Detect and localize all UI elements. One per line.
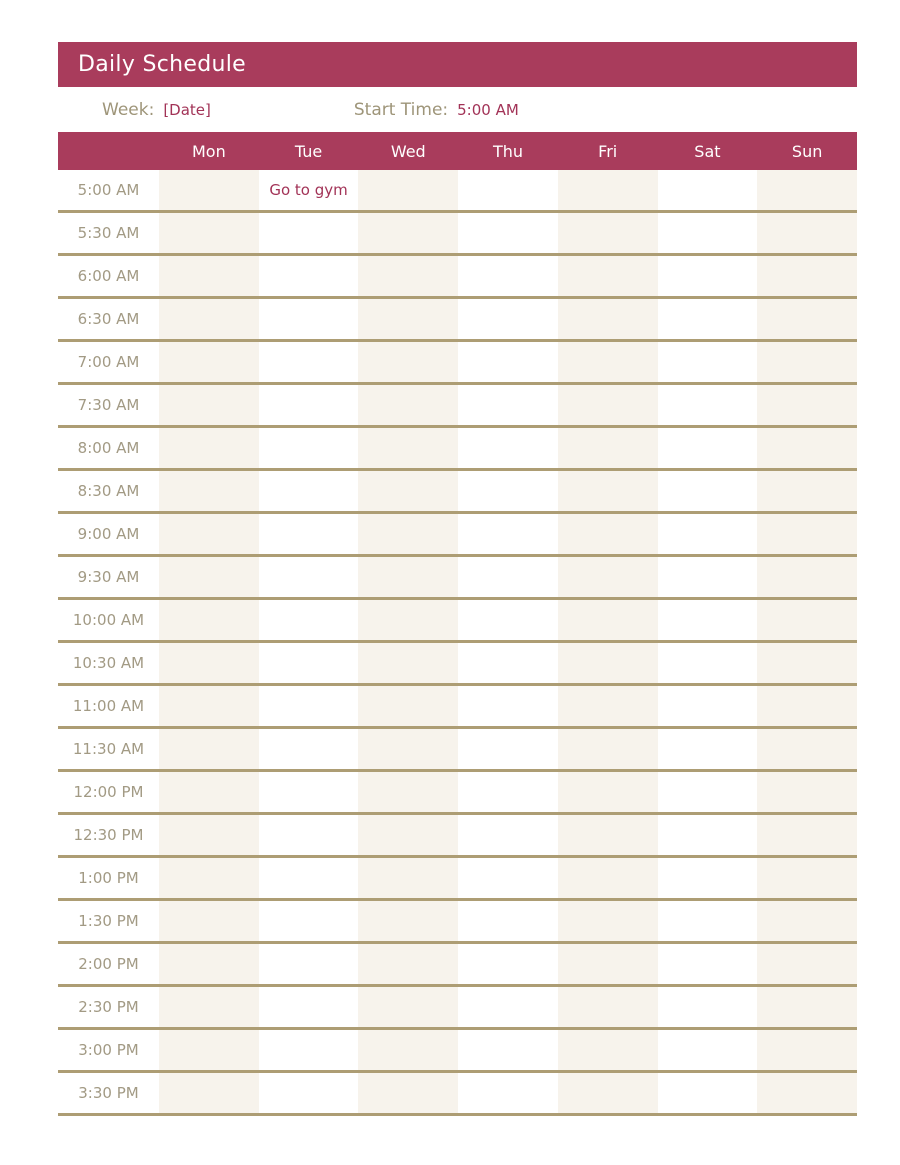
schedule-cell-sat-800am[interactable] (658, 428, 758, 468)
day-header-tue: Tue (294, 141, 323, 161)
schedule-cell-sat-330pm[interactable] (658, 1073, 758, 1113)
time-label: 1:00 PM (58, 858, 159, 898)
time-label: 1:30 PM (58, 901, 159, 941)
time-row-700am (58, 342, 857, 385)
schedule-cell-wed-330pm[interactable] (358, 1073, 458, 1113)
schedule-cell-fri-1130am[interactable] (558, 729, 658, 769)
time-row-230pm (58, 987, 857, 1030)
time-label: 6:30 AM (58, 299, 159, 339)
schedule-cell-sun-630am[interactable] (757, 299, 857, 339)
schedule-cell-thu-100pm[interactable] (458, 858, 558, 898)
schedule-cell-sat-100pm[interactable] (658, 858, 758, 898)
schedule-cell-thu-1200pm[interactable] (458, 772, 558, 812)
time-label: 3:30 PM (58, 1073, 159, 1113)
time-label: 6:00 AM (58, 256, 159, 296)
schedule-cell-fri-800am[interactable] (558, 428, 658, 468)
schedule-cell-sat-630am[interactable] (658, 299, 758, 339)
schedule-cell-wed-830am[interactable] (358, 471, 458, 511)
time-label: 12:30 PM (58, 815, 159, 855)
schedule-cell-thu-1100am[interactable] (458, 686, 558, 726)
schedule-cell-wed-300pm[interactable] (358, 1030, 458, 1070)
week-label: Week: (102, 99, 155, 120)
schedule-cell-sat-200pm[interactable] (658, 944, 758, 984)
schedule-cell-mon-600am[interactable] (159, 256, 259, 296)
schedule-cell-tue-1130am[interactable] (259, 729, 359, 769)
schedule-cell-thu-900am[interactable] (458, 514, 558, 554)
schedule-cell-thu-330pm[interactable] (458, 1073, 558, 1113)
schedule-cell-fri-330pm[interactable] (558, 1073, 658, 1113)
schedule-cell-mon-630am[interactable] (159, 299, 259, 339)
time-row-100pm (58, 858, 857, 901)
schedule-cell-sat-830am[interactable] (658, 471, 758, 511)
schedule-cell-sat-1230pm[interactable] (658, 815, 758, 855)
schedule-cell-tue-500am[interactable] (259, 170, 359, 210)
schedule-cell-tue-730am[interactable] (259, 385, 359, 425)
schedule-cell-thu-230pm[interactable] (458, 987, 558, 1027)
schedule-cell-mon-500am[interactable] (159, 170, 259, 210)
day-header-spacer (58, 132, 159, 170)
time-label: 7:00 AM (58, 342, 159, 382)
schedule-cell-tue-800am[interactable] (259, 428, 359, 468)
time-label: 2:30 PM (58, 987, 159, 1027)
schedule-cell-thu-500am[interactable] (458, 170, 558, 210)
schedule-cell-tue-600am[interactable] (259, 256, 359, 296)
time-label: 8:30 AM (58, 471, 159, 511)
time-label: 3:00 PM (58, 1030, 159, 1070)
schedule-cell-wed-800am[interactable] (358, 428, 458, 468)
schedule-cell-sun-600am[interactable] (757, 256, 857, 296)
schedule-cell-sun-1100am[interactable] (757, 686, 857, 726)
schedule-cell-sat-130pm[interactable] (658, 901, 758, 941)
schedule-cell-wed-1200pm[interactable] (358, 772, 458, 812)
schedule-cell-mon-130pm[interactable] (159, 901, 259, 941)
time-label: 11:30 AM (58, 729, 159, 769)
schedule-cell-fri-930am[interactable] (558, 557, 658, 597)
schedule-cell-thu-800am[interactable] (458, 428, 558, 468)
schedule-cell-fri-530am[interactable] (558, 213, 658, 253)
schedule-cell-tue-700am[interactable] (259, 342, 359, 382)
time-row-600am (58, 256, 857, 299)
day-header-thu: Thu (492, 141, 524, 161)
schedule-cell-sun-800am[interactable] (757, 428, 857, 468)
schedule-cell-sun-930am[interactable] (757, 557, 857, 597)
time-label: 5:00 AM (58, 170, 159, 210)
time-label: 10:30 AM (58, 643, 159, 683)
schedule-cell-mon-1130am[interactable] (159, 729, 259, 769)
schedule-cell-fri-700am[interactable] (558, 342, 658, 382)
schedule-cell-mon-930am[interactable] (159, 557, 259, 597)
schedule-cell-wed-530am[interactable] (358, 213, 458, 253)
schedule-cell-wed-930am[interactable] (358, 557, 458, 597)
day-header-wed: Wed (390, 141, 426, 161)
schedule-cell-sun-730am[interactable] (757, 385, 857, 425)
schedule-cell-mon-1230pm[interactable] (159, 815, 259, 855)
schedule-cell-mon-1100am[interactable] (159, 686, 259, 726)
schedule-cell-thu-1230pm[interactable] (458, 815, 558, 855)
start-time-field[interactable]: 5:00 AM (457, 100, 519, 119)
schedule-cell-mon-100pm[interactable] (159, 858, 259, 898)
schedule-cell-fri-1000am[interactable] (558, 600, 658, 640)
meta-row (58, 87, 857, 132)
schedule-cell-mon-830am[interactable] (159, 471, 259, 511)
schedule-cell-mon-530am[interactable] (159, 213, 259, 253)
time-label: 7:30 AM (58, 385, 159, 425)
schedule-cell-fri-1030am[interactable] (558, 643, 658, 683)
schedule-cell-fri-900am[interactable] (558, 514, 658, 554)
schedule-cell-thu-1130am[interactable] (458, 729, 558, 769)
schedule-cell-wed-130pm[interactable] (358, 901, 458, 941)
schedule-cell-wed-1130am[interactable] (358, 729, 458, 769)
day-header-row (58, 132, 857, 170)
schedule-cell-mon-330pm[interactable] (159, 1073, 259, 1113)
schedule-cell-thu-530am[interactable] (458, 213, 558, 253)
time-row-730am (58, 385, 857, 428)
time-row-830am (58, 471, 857, 514)
schedule-cell-sun-900am[interactable] (757, 514, 857, 554)
time-label: 12:00 PM (58, 772, 159, 812)
time-label: 8:00 AM (58, 428, 159, 468)
day-header-sat: Sat (694, 141, 721, 161)
schedule-cell-tue-1200pm[interactable] (259, 772, 359, 812)
schedule-cell-tue-130pm[interactable] (259, 901, 359, 941)
schedule-cell-fri-730am[interactable] (558, 385, 658, 425)
schedule-cell-tue-1000am[interactable] (259, 600, 359, 640)
time-label: 10:00 AM (58, 600, 159, 640)
schedule-cell-wed-200pm[interactable] (358, 944, 458, 984)
time-row-300pm (58, 1030, 857, 1073)
schedule-cell-wed-700am[interactable] (358, 342, 458, 382)
schedule-cell-wed-1030am[interactable] (358, 643, 458, 683)
schedule-sheet (58, 42, 857, 1116)
schedule-cell-tue-900am[interactable] (259, 514, 359, 554)
week-date-field[interactable]: [Date] (163, 100, 211, 119)
schedule-cell-sun-500am[interactable] (757, 170, 857, 210)
schedule-cell-mon-300pm[interactable] (159, 1030, 259, 1070)
time-row-530am (58, 213, 857, 256)
schedule-cell-wed-1100am[interactable] (358, 686, 458, 726)
schedule-cell-mon-730am[interactable] (159, 385, 259, 425)
schedule-cell-sun-200pm[interactable] (757, 944, 857, 984)
schedule-cell-tue-830am[interactable] (259, 471, 359, 511)
schedule-cell-sun-1200pm[interactable] (757, 772, 857, 812)
time-row-1230pm (58, 815, 857, 858)
schedule-cell-thu-700am[interactable] (458, 342, 558, 382)
schedule-cell-sat-1000am[interactable] (658, 600, 758, 640)
schedule-cell-wed-630am[interactable] (358, 299, 458, 339)
schedule-cell-sun-1030am[interactable] (757, 643, 857, 683)
schedule-cell-tue-1230pm[interactable] (259, 815, 359, 855)
schedule-cell-thu-600am[interactable] (458, 256, 558, 296)
schedule-cell-fri-300pm[interactable] (558, 1030, 658, 1070)
schedule-cell-fri-100pm[interactable] (558, 858, 658, 898)
schedule-cell-tue-530am[interactable] (259, 213, 359, 253)
time-row-1100am (58, 686, 857, 729)
schedule-cell-tue-200pm[interactable] (259, 944, 359, 984)
schedule-cell-sat-230pm[interactable] (658, 987, 758, 1027)
schedule-cell-tue-230pm[interactable] (259, 987, 359, 1027)
schedule-cell-wed-730am[interactable] (358, 385, 458, 425)
schedule-cell-sun-130pm[interactable] (757, 901, 857, 941)
schedule-cell-wed-230pm[interactable] (358, 987, 458, 1027)
schedule-cell-sat-500am[interactable] (658, 170, 758, 210)
schedule-cell-tue-1100am[interactable] (259, 686, 359, 726)
time-row-930am (58, 557, 857, 600)
schedule-cell-tue-330pm[interactable] (259, 1073, 359, 1113)
schedule-cell-wed-1230pm[interactable] (358, 815, 458, 855)
schedule-cell-tue-930am[interactable] (259, 557, 359, 597)
schedule-cell-fri-130pm[interactable] (558, 901, 658, 941)
schedule-cell-mon-800am[interactable] (159, 428, 259, 468)
schedule-cell-sat-600am[interactable] (658, 256, 758, 296)
schedule-cell-sat-900am[interactable] (658, 514, 758, 554)
time-label: 5:30 AM (58, 213, 159, 253)
time-row-200pm (58, 944, 857, 987)
time-row-1000am (58, 600, 857, 643)
page-title: Daily Schedule (78, 52, 246, 77)
time-row-500am (58, 170, 857, 213)
schedule-cell-sat-1200pm[interactable] (658, 772, 758, 812)
schedule-cell-sun-700am[interactable] (757, 342, 857, 382)
time-row-1130am (58, 729, 857, 772)
schedule-cell-tue-300pm[interactable] (259, 1030, 359, 1070)
time-row-130pm (58, 901, 857, 944)
schedule-cell-wed-500am[interactable] (358, 170, 458, 210)
schedule-cell-fri-1200pm[interactable] (558, 772, 658, 812)
schedule-cell-thu-300pm[interactable] (458, 1030, 558, 1070)
schedule-cell-sun-330pm[interactable] (757, 1073, 857, 1113)
schedule-cell-wed-100pm[interactable] (358, 858, 458, 898)
day-header-sun: Sun (791, 141, 823, 161)
schedule-cell-wed-900am[interactable] (358, 514, 458, 554)
schedule-cell-thu-730am[interactable] (458, 385, 558, 425)
schedule-cell-mon-200pm[interactable] (159, 944, 259, 984)
title-bar (58, 42, 857, 87)
time-row-330pm (58, 1073, 857, 1116)
schedule-cell-sun-830am[interactable] (757, 471, 857, 511)
schedule-cell-wed-1000am[interactable] (358, 600, 458, 640)
time-label: 9:30 AM (58, 557, 159, 597)
schedule-cell-sat-930am[interactable] (658, 557, 758, 597)
schedule-cell-thu-200pm[interactable] (458, 944, 558, 984)
schedule-cell-fri-1100am[interactable] (558, 686, 658, 726)
time-row-1030am (58, 643, 857, 686)
schedule-cell-sun-100pm[interactable] (757, 858, 857, 898)
schedule-cell-thu-130pm[interactable] (458, 901, 558, 941)
schedule-cell-sat-1130am[interactable] (658, 729, 758, 769)
schedule-cell-mon-1030am[interactable] (159, 643, 259, 683)
time-label: 11:00 AM (58, 686, 159, 726)
schedule-cell-sat-300pm[interactable] (658, 1030, 758, 1070)
schedule-cell-fri-200pm[interactable] (558, 944, 658, 984)
schedule-cell-tue-630am[interactable] (259, 299, 359, 339)
schedule-cell-mon-700am[interactable] (159, 342, 259, 382)
time-label: 2:00 PM (58, 944, 159, 984)
schedule-cell-sun-1000am[interactable] (757, 600, 857, 640)
schedule-cell-thu-1000am[interactable] (458, 600, 558, 640)
time-row-1200pm (58, 772, 857, 815)
start-time-label: Start Time: (353, 99, 449, 120)
schedule-grid (58, 170, 857, 1116)
time-row-800am (58, 428, 857, 471)
schedule-cell-fri-500am[interactable] (558, 170, 658, 210)
schedule-cell-fri-600am[interactable] (558, 256, 658, 296)
schedule-cell-fri-630am[interactable] (558, 299, 658, 339)
day-header-fri: Fri (598, 141, 618, 161)
schedule-cell-tue-100pm[interactable] (259, 858, 359, 898)
schedule-cell-thu-1030am[interactable] (458, 643, 558, 683)
schedule-cell-thu-930am[interactable] (458, 557, 558, 597)
schedule-cell-fri-830am[interactable] (558, 471, 658, 511)
schedule-cell-sat-1100am[interactable] (658, 686, 758, 726)
schedule-cell-thu-830am[interactable] (458, 471, 558, 511)
schedule-cell-sun-530am[interactable] (757, 213, 857, 253)
schedule-cell-sat-730am[interactable] (658, 385, 758, 425)
schedule-cell-sun-1130am[interactable] (757, 729, 857, 769)
schedule-entry: Go to gym (269, 181, 348, 199)
schedule-cell-fri-230pm[interactable] (558, 987, 658, 1027)
schedule-cell-tue-1030am[interactable] (259, 643, 359, 683)
schedule-cell-fri-1230pm[interactable] (558, 815, 658, 855)
schedule-cell-mon-230pm[interactable] (159, 987, 259, 1027)
schedule-cell-sat-530am[interactable] (658, 213, 758, 253)
time-row-900am (58, 514, 857, 557)
schedule-cell-sun-230pm[interactable] (757, 987, 857, 1027)
schedule-cell-mon-1000am[interactable] (159, 600, 259, 640)
schedule-cell-mon-1200pm[interactable] (159, 772, 259, 812)
time-row-630am (58, 299, 857, 342)
schedule-cell-thu-630am[interactable] (458, 299, 558, 339)
schedule-cell-sat-700am[interactable] (658, 342, 758, 382)
schedule-cell-sun-1230pm[interactable] (757, 815, 857, 855)
schedule-cell-mon-900am[interactable] (159, 514, 259, 554)
time-label: 9:00 AM (58, 514, 159, 554)
schedule-cell-wed-600am[interactable] (358, 256, 458, 296)
schedule-cell-sat-1030am[interactable] (658, 643, 758, 683)
schedule-cell-sun-300pm[interactable] (757, 1030, 857, 1070)
day-header-mon: Mon (191, 141, 226, 161)
